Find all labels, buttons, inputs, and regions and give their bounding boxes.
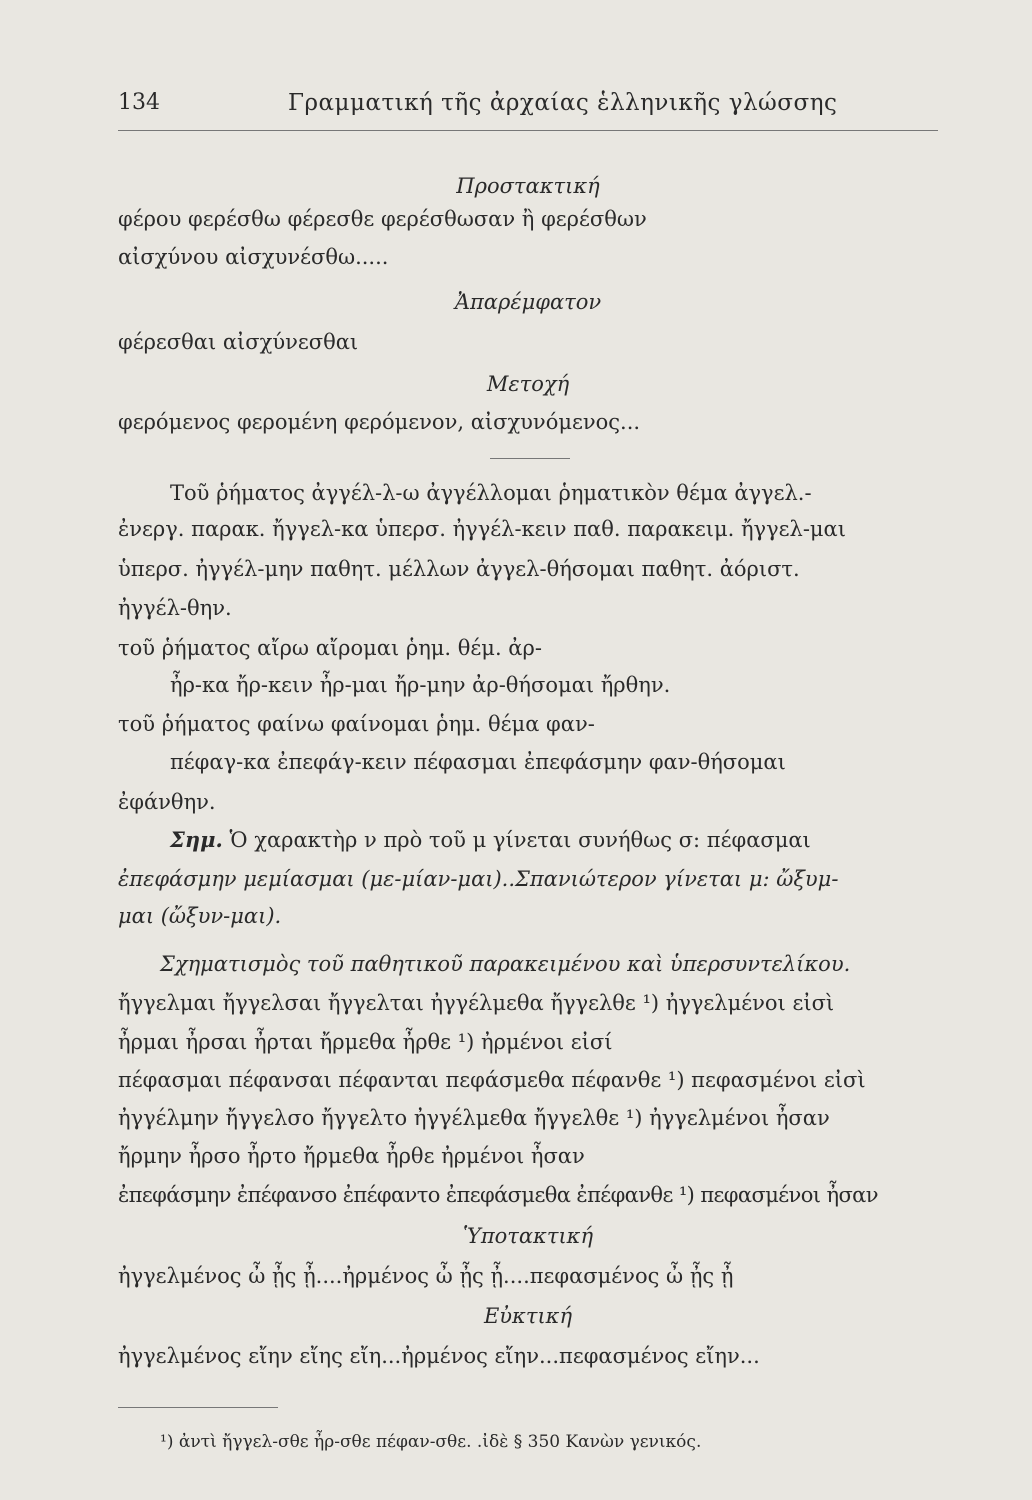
- header-rule: [118, 130, 938, 131]
- verb-line-1: Τοῦ ῥήματος ἀγγέλ-λ-ω ἀγγέλλομαι ῥηματικὸν θέμα ἀγγελ.-: [170, 481, 812, 505]
- infinitive-heading: Ἀπαρέμφατον: [454, 290, 602, 314]
- note-line-3: μαι (ὤξυν-μαι).: [118, 904, 282, 928]
- imperative-line-1: φέρου φερέσθω φέρεσθε φερέσθωσαν ἢ φερέσθων: [118, 207, 647, 231]
- verb-line-9: ἐφάνθην.: [118, 790, 216, 814]
- formation-row-3: πέφασμαι πέφανσαι πέφανται πεφάσμεθα πέφανθε ¹) πεφασμένοι εἰσὶ: [118, 1068, 866, 1092]
- running-title: Γραμματική τῆς ἀρχαίας ἑλληνικῆς γλώσσης: [288, 90, 838, 116]
- optative-line-1: ἠγγελμένος εἴην εἴης εἴη...ἠρμένος εἴην...πεφασμένος εἴην...: [118, 1344, 760, 1368]
- formation-row-6: ἐπεφάσμην ἐπέφανσο ἐπέφαντο ἐπεφάσμεθα ἐπέφανθε ¹) πεφασμένοι ἦσαν: [118, 1183, 878, 1207]
- footnote: ¹) ἀντὶ ἤγγελ-σθε ἦρ-σθε πέφαν-σθε. .ἰδὲ § 350 Κανὼν γενικός.: [160, 1432, 702, 1452]
- footnote-rule: [118, 1407, 278, 1408]
- section-separator: [490, 458, 570, 459]
- imperative-line-2: αἰσχύνου αἰσχυνέσθω.....: [118, 245, 389, 269]
- note-label: Σημ.: [170, 827, 223, 852]
- page-header: [118, 90, 938, 126]
- optative-heading: Εὐκτική: [483, 1304, 573, 1328]
- note-text-1: Ὁ χαρακτὴρ ν πρὸ τοῦ μ γίνεται συνήθως σ: πέφασμαι: [229, 828, 811, 852]
- verb-line-2: ἐνεργ. παρακ. ἤγγελ-κα ὑπερσ. ἠγγέλ-κειν παθ. παρακειμ. ἤγγελ-μαι: [118, 517, 846, 541]
- imperative-heading: Προστακτική: [456, 174, 600, 198]
- note-line-2: ἐπεφάσμην μεμίασμαι (με-μίαν-μαι)..Σπανιώτερον γίνεται μ: ὤξυμ-: [118, 867, 839, 891]
- page-number: 134: [118, 90, 160, 115]
- subjunctive-line-1: ἠγγελμένος ὦ ᾖς ᾖ....ἠρμένος ὦ ᾖς ᾖ....πεφασμένος ὦ ᾖς ᾖ: [118, 1264, 734, 1288]
- verb-line-5: τοῦ ῥήματος αἴρω αἴρομαι ῥημ. θέμ. ἀρ-: [118, 636, 542, 660]
- formation-row-2: ἦρμαι ἦρσαι ἦρται ἤρμεθα ἦρθε ¹) ἠρμένοι εἰσί: [118, 1030, 613, 1054]
- verb-line-6: ἦρ-κα ἤρ-κειν ἦρ-μαι ἤρ-μην ἀρ-θήσομαι ἤρθην.: [170, 673, 671, 697]
- formation-row-4: ἠγγέλμην ἤγγελσο ἤγγελτο ἠγγέλμεθα ἤγγελθε ¹) ἠγγελμένοι ἦσαν: [118, 1106, 830, 1130]
- formation-heading: Σχηματισμὸς τοῦ παθητικοῦ παρακειμένου καὶ ὑπερσυντελίκου.: [160, 952, 851, 976]
- infinitive-line-1: φέρεσθαι αἰσχύνεσθαι: [118, 330, 359, 354]
- verb-line-7: τοῦ ῥήματος φαίνω φαίνομαι ῥημ. θέμα φαν-: [118, 712, 595, 736]
- formation-row-1: ἤγγελμαι ἤγγελσαι ἤγγελται ἠγγέλμεθα ἤγγελθε ¹) ἠγγελμένοι εἰσὶ: [118, 991, 835, 1015]
- verb-line-3: ὑπερσ. ἠγγέλ-μην παθητ. μέλλων ἀγγελ-θήσομαι παθητ. ἀόριστ.: [118, 557, 800, 581]
- formation-row-5: ἤρμην ἦρσο ἦρτο ἤρμεθα ἦρθε ἠρμένοι ἦσαν: [118, 1144, 585, 1168]
- subjunctive-heading: Ὑποτακτική: [462, 1224, 594, 1248]
- participle-line-1: φερόμενος φερομένη φερόμενον, αἰσχυνόμενος...: [118, 410, 641, 434]
- verb-line-8: πέφαγ-κα ἐπεφάγ-κειν πέφασμαι ἐπεφάσμην φαν-θήσομαι: [170, 750, 786, 774]
- verb-line-4: ἠγγέλ-θην.: [118, 596, 232, 620]
- participle-heading: Μετοχή: [486, 372, 570, 396]
- note-line-1: [170, 826, 990, 854]
